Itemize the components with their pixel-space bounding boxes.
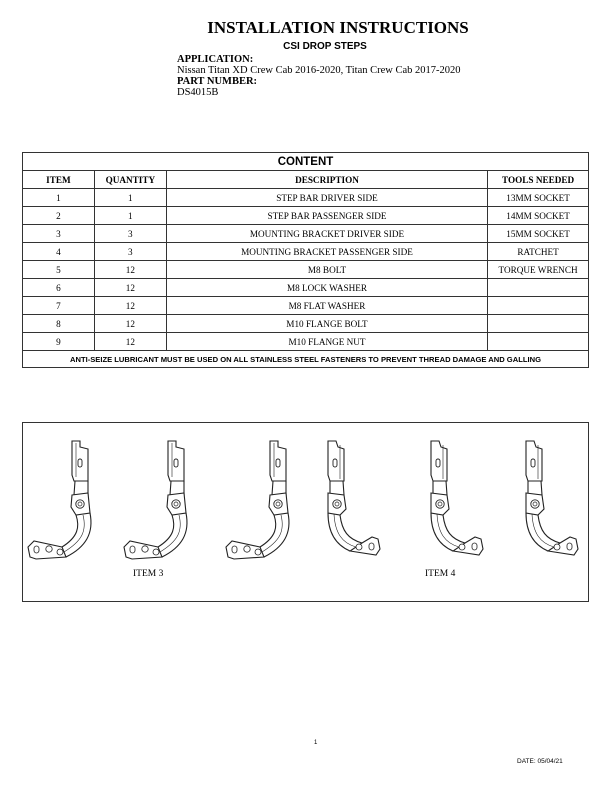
cell-tools: 14MM SOCKET: [488, 207, 589, 225]
document-date: DATE: 05/04/21: [517, 758, 563, 765]
cell-tools: [488, 279, 589, 297]
cell-description: MOUNTING BRACKET DRIVER SIDE: [166, 225, 487, 243]
cell-tools: [488, 333, 589, 351]
cell-quantity: 12: [94, 279, 166, 297]
cell-description: STEP BAR DRIVER SIDE: [166, 189, 487, 207]
cell-item: 1: [23, 189, 95, 207]
cell-description: STEP BAR PASSENGER SIDE: [166, 207, 487, 225]
table-row: [23, 225, 589, 243]
item3-label: ITEM 3: [133, 569, 164, 579]
column-header-quantity: QUANTITY: [94, 171, 166, 189]
cell-quantity: 12: [94, 261, 166, 279]
cell-item: 5: [23, 261, 95, 279]
cell-item: 2: [23, 207, 95, 225]
cell-item: 8: [23, 315, 95, 333]
table-row: [23, 189, 589, 207]
cell-tools: TORQUE WRENCH: [488, 261, 589, 279]
table-row: [23, 297, 589, 315]
cell-description: M8 FLAT WASHER: [166, 297, 487, 315]
cell-quantity: 12: [94, 315, 166, 333]
cell-description: MOUNTING BRACKET PASSENGER SIDE: [166, 243, 487, 261]
cell-item: 4: [23, 243, 95, 261]
table-row: [23, 261, 589, 279]
item4-label: ITEM 4: [425, 569, 456, 579]
document-title: INSTALLATION INSTRUCTIONS: [207, 18, 469, 37]
cell-tools: [488, 297, 589, 315]
cell-item: 3: [23, 225, 95, 243]
cell-tools: [488, 315, 589, 333]
brackets-figure: [23, 423, 588, 601]
cell-item: 9: [23, 333, 95, 351]
cell-description: M10 FLANGE NUT: [166, 333, 487, 351]
anti-seize-note: ANTI-SEIZE LUBRICANT MUST BE USED ON ALL STAINLESS STEEL FASTENERS TO PREVENT THREAD DAMAGE AND GALLING: [23, 351, 589, 368]
table-header-row: [23, 171, 589, 189]
table-row: [23, 333, 589, 351]
item3-bracket-icon: [226, 441, 289, 559]
table-row: [23, 315, 589, 333]
item4-bracket-icon: [328, 441, 380, 555]
cell-tools: 15MM SOCKET: [488, 225, 589, 243]
cell-quantity: 12: [94, 333, 166, 351]
table-row: [23, 207, 589, 225]
item4-bracket-icon: [431, 441, 483, 555]
cell-item: 6: [23, 279, 95, 297]
cell-tools: 13MM SOCKET: [488, 189, 589, 207]
cell-quantity: 12: [94, 297, 166, 315]
cell-tools: RATCHET: [488, 243, 589, 261]
application-label: APPLICATION:: [177, 54, 254, 65]
part-number-label: PART NUMBER:: [177, 76, 258, 87]
column-header-item: ITEM: [23, 171, 95, 189]
cell-description: M8 LOCK WASHER: [166, 279, 487, 297]
table-caption: CONTENT: [23, 153, 589, 171]
cell-description: M8 BOLT: [166, 261, 487, 279]
cell-quantity: 3: [94, 225, 166, 243]
content-table: [22, 152, 589, 368]
cell-quantity: 1: [94, 189, 166, 207]
figure-box: [22, 422, 589, 602]
cell-quantity: 3: [94, 243, 166, 261]
cell-description: M10 FLANGE BOLT: [166, 315, 487, 333]
table-row: [23, 243, 589, 261]
document-subtitle: CSI DROP STEPS: [283, 41, 367, 52]
part-number-value: DS4015B: [177, 87, 219, 98]
cell-quantity: 1: [94, 207, 166, 225]
table-row: [23, 279, 589, 297]
column-header-description: DESCRIPTION: [166, 171, 487, 189]
item3-bracket-icon: [124, 441, 187, 559]
column-header-tools: TOOLS NEEDED: [488, 171, 589, 189]
application-value: Nissan Titan XD Crew Cab 2016-2020, Titan Crew Cab 2017-2020: [177, 65, 461, 76]
item4-bracket-icon: [526, 441, 578, 555]
cell-item: 7: [23, 297, 95, 315]
table-body: [23, 189, 589, 351]
item3-bracket-icon: [28, 441, 91, 559]
page-number: 1: [314, 740, 318, 746]
